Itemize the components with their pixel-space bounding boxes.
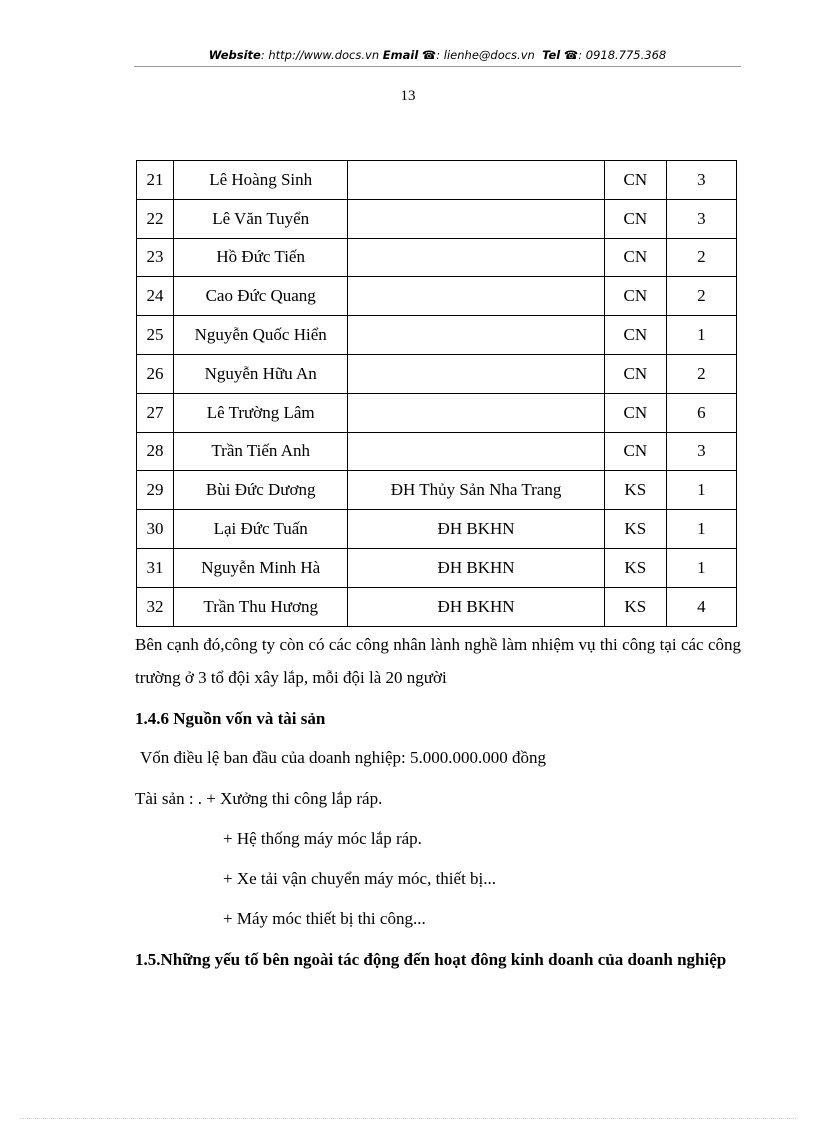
years-experience-cell: 3	[666, 161, 736, 200]
school-name-cell	[348, 199, 604, 238]
assets-line: Tài sản : . + Xưởng thi công lắp ráp.	[135, 789, 383, 808]
school-name-cell: ĐH BKHN	[348, 587, 604, 626]
table-row	[137, 548, 737, 587]
row-number-cell: 23	[137, 238, 174, 277]
table-row	[137, 432, 737, 471]
header-divider	[134, 66, 741, 67]
staff-name-cell: Cao Đức Quang	[174, 277, 348, 316]
staff-name-cell: Bùi Đức Dương	[174, 471, 348, 510]
degree-cell: CN	[604, 316, 666, 355]
phone-icon: ☎	[421, 48, 437, 62]
staff-name-cell: Trần Tiến Anh	[174, 432, 348, 471]
table-row	[137, 161, 737, 200]
staff-name-cell: Lê Hoàng Sinh	[174, 161, 348, 200]
row-number-cell: 27	[137, 393, 174, 432]
row-number-cell: 29	[137, 471, 174, 510]
years-experience-cell: 3	[666, 432, 736, 471]
staff-name-cell: Nguyễn Minh Hà	[174, 548, 348, 587]
school-name-cell	[348, 316, 604, 355]
row-number-cell: 25	[137, 316, 174, 355]
school-name-cell	[348, 277, 604, 316]
school-name-cell: ĐH Thủy Sản Nha Trang	[348, 471, 604, 510]
years-experience-cell: 2	[666, 238, 736, 277]
degree-cell: CN	[604, 393, 666, 432]
page-number: 13	[400, 88, 416, 104]
table-row	[137, 587, 737, 626]
degree-cell: KS	[604, 587, 666, 626]
page-bottom-divider	[20, 1118, 796, 1119]
row-number-cell: 32	[137, 587, 174, 626]
asset-item: + Hệ thống máy móc lắp ráp.	[223, 829, 422, 848]
table-row	[137, 393, 737, 432]
section-heading-1-5: 1.5.Những yếu tố bên ngoài tác động đến hoạt đông kinh doanh của doanh nghiệp	[135, 950, 727, 969]
tel-label: Tel	[542, 48, 561, 62]
degree-cell: KS	[604, 548, 666, 587]
staff-name-cell: Hồ Đức Tiến	[174, 238, 348, 277]
page-header	[134, 46, 741, 64]
tel-number: : 0918.775.368	[578, 48, 667, 62]
website-label: Website	[208, 48, 261, 62]
table-row	[137, 199, 737, 238]
table-row	[137, 510, 737, 549]
school-name-cell	[348, 432, 604, 471]
intro-paragraph: Bên cạnh đó,công ty còn có các công nhân lành nghề làm nhiệm vụ thi công tại các công trường ở 3 tổ đội xây lắp, mỗi đội là 20 người	[135, 635, 741, 687]
telephone-icon: ☎	[563, 48, 579, 62]
degree-cell: KS	[604, 510, 666, 549]
years-experience-cell: 4	[666, 587, 736, 626]
school-name-cell	[348, 393, 604, 432]
degree-cell: CN	[604, 354, 666, 393]
row-number-cell: 26	[137, 354, 174, 393]
capital-line: Vốn điều lệ ban đầu của doanh nghiệp: 5.000.000.000 đồng	[140, 748, 547, 767]
email-address[interactable]: : lienhe@docs.vn	[436, 48, 535, 62]
table-row	[137, 354, 737, 393]
asset-item: + Máy móc thiết bị thi công...	[223, 909, 426, 928]
staff-name-cell: Lại Đức Tuấn	[174, 510, 348, 549]
section-heading-1-4-6: 1.4.6 Nguồn vốn và tài sản	[135, 709, 326, 728]
years-experience-cell: 1	[666, 471, 736, 510]
staff-name-cell: Lê Văn Tuyển	[174, 199, 348, 238]
years-experience-cell: 3	[666, 199, 736, 238]
years-experience-cell: 2	[666, 277, 736, 316]
row-number-cell: 28	[137, 432, 174, 471]
degree-cell: CN	[604, 199, 666, 238]
asset-item: + Xe tải vận chuyển máy móc, thiết bị...	[223, 869, 497, 888]
email-label: Email	[382, 48, 419, 62]
school-name-cell: ĐH BKHN	[348, 548, 604, 587]
degree-cell: CN	[604, 161, 666, 200]
row-number-cell: 30	[137, 510, 174, 549]
years-experience-cell: 6	[666, 393, 736, 432]
row-number-cell: 31	[137, 548, 174, 587]
table-row	[137, 238, 737, 277]
table-row	[137, 471, 737, 510]
row-number-cell: 24	[137, 277, 174, 316]
school-name-cell	[348, 238, 604, 277]
degree-cell: CN	[604, 432, 666, 471]
school-name-cell: ĐH BKHN	[348, 510, 604, 549]
row-number-cell: 22	[137, 199, 174, 238]
table-row	[137, 277, 737, 316]
row-number-cell: 21	[137, 161, 174, 200]
years-experience-cell: 2	[666, 354, 736, 393]
staff-table-body	[137, 161, 737, 627]
staff-table	[136, 160, 737, 627]
school-name-cell	[348, 161, 604, 200]
staff-name-cell: Lê Trường Lâm	[174, 393, 348, 432]
years-experience-cell: 1	[666, 510, 736, 549]
staff-name-cell: Trần Thu Hương	[174, 587, 348, 626]
website-url[interactable]: : http://www.docs.vn	[260, 48, 380, 62]
table-row	[137, 316, 737, 355]
degree-cell: CN	[604, 238, 666, 277]
years-experience-cell: 1	[666, 316, 736, 355]
school-name-cell	[348, 354, 604, 393]
staff-name-cell: Nguyễn Quốc Hiển	[174, 316, 348, 355]
years-experience-cell: 1	[666, 548, 736, 587]
degree-cell: CN	[604, 277, 666, 316]
staff-name-cell: Nguyễn Hữu An	[174, 354, 348, 393]
degree-cell: KS	[604, 471, 666, 510]
